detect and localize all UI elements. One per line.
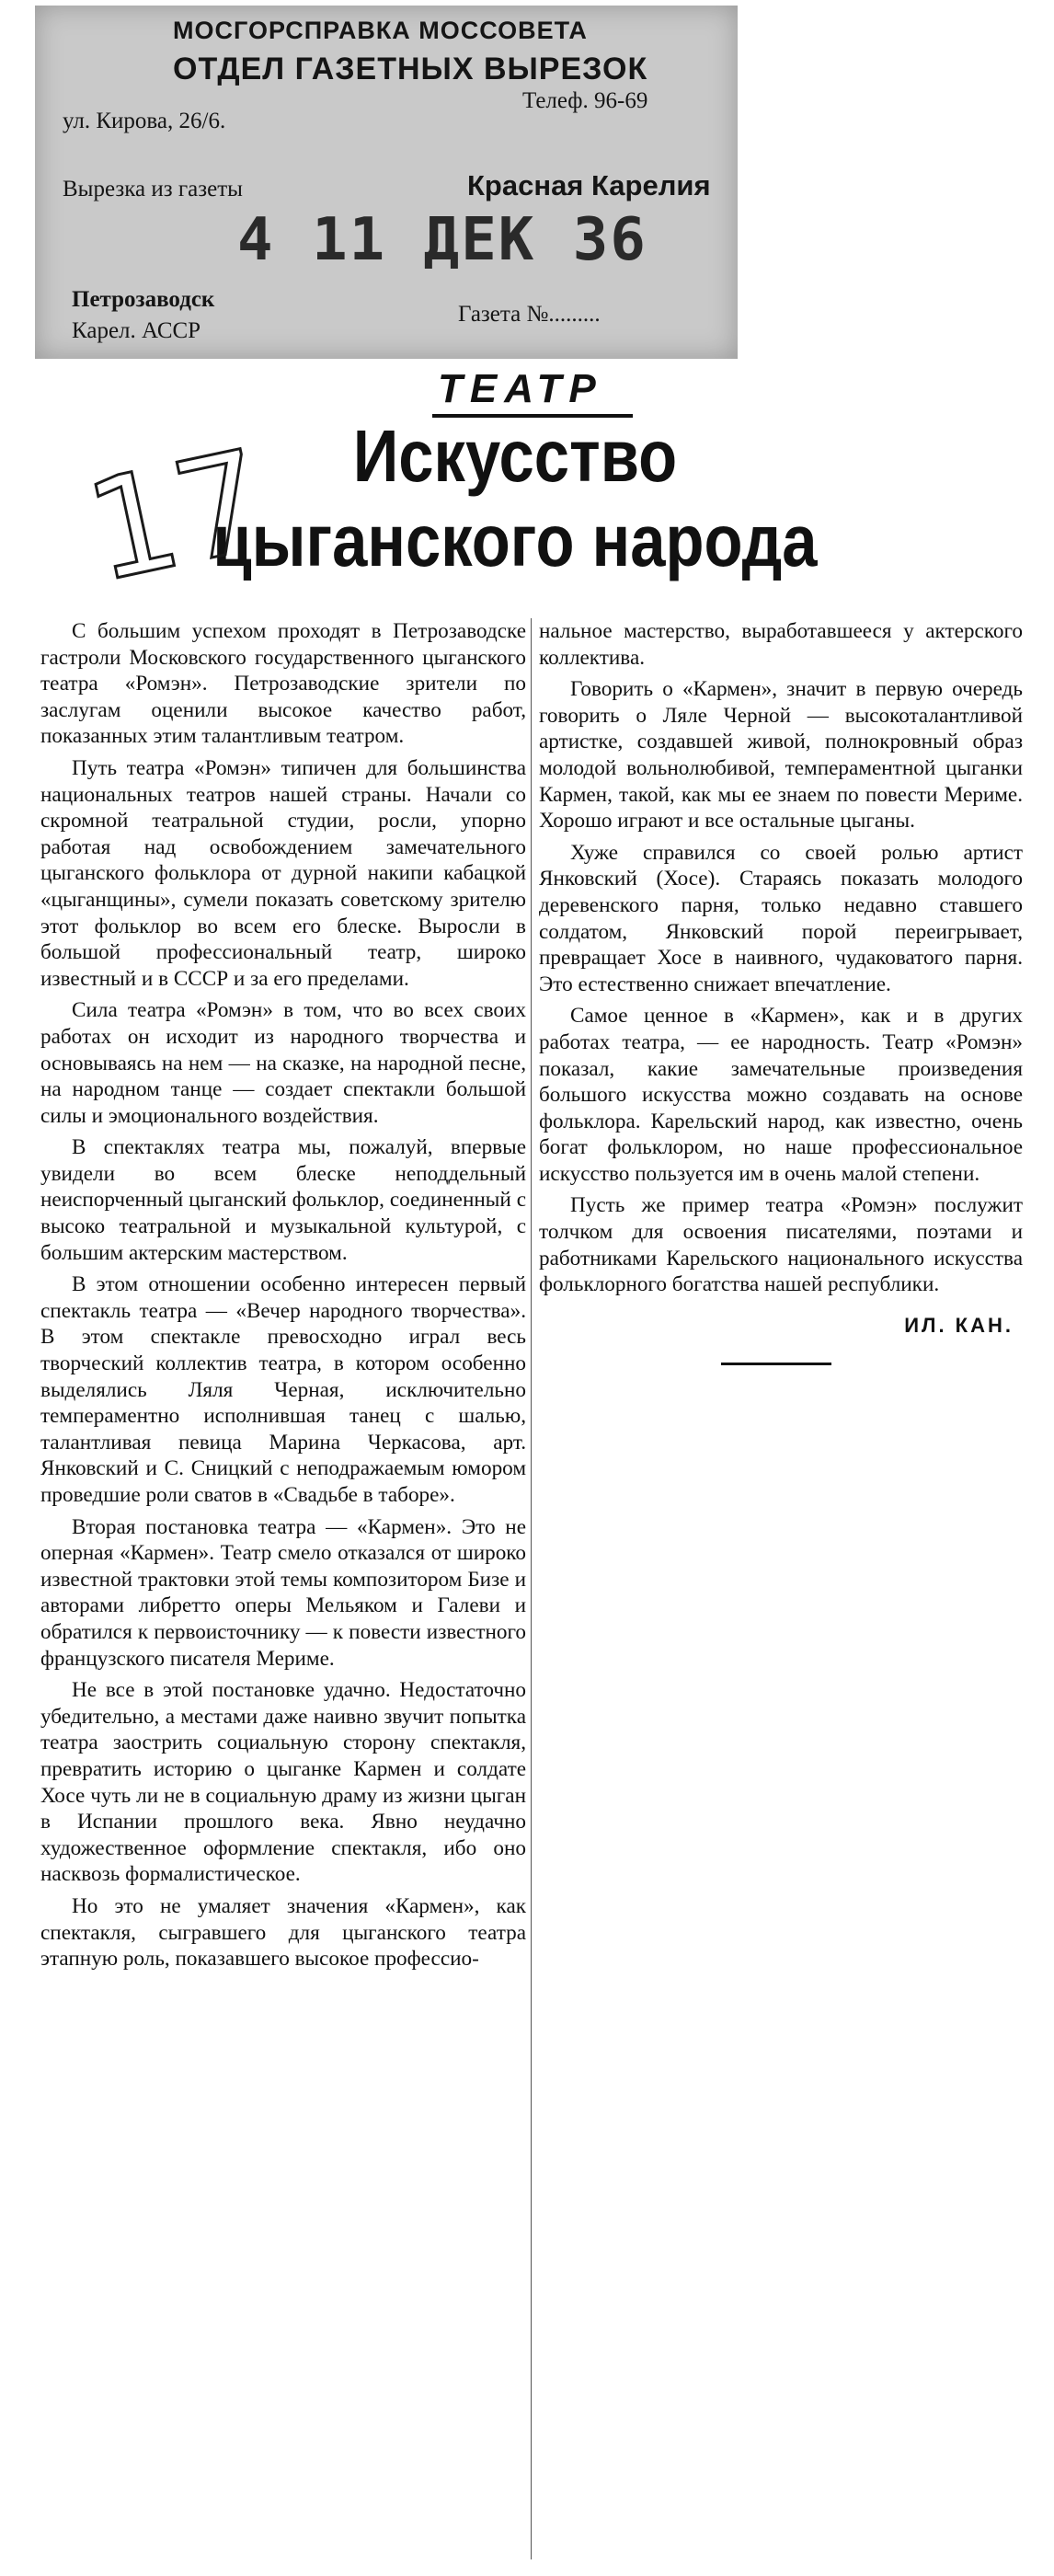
handwritten-number: [74, 420, 280, 635]
paragraph: Путь театра «Ромэн» типичен для большинства национальных театров нашей страны. Начали со скромной театральной студии, росли, упорно работая над освобождением замечательного цыганского фольклора от дурной накипи кабацкой «цыганщины», сумели показать советскому зрителю этот фольклор во всем его блеске. Выросли в большой профессиональный театр, широко известный и в СССР и за его пределами.: [40, 755, 526, 991]
end-rule: [721, 1363, 831, 1365]
city-label: Петрозаводск: [72, 287, 215, 312]
paragraph: В этом отношении особенно интересен первый спектакль театра — «Вечер народного творчества». В этом спектакле превосходно играл весь творческий коллектив театра, в котором особенно выделялись Ляля Черная, исключительно темпераментно исполнившая танец с шалью, талантливая певица Марина Черкасова, арт. Янковский и С. Сницкий с неподражаемым юмором проведшие роли сватов в «Свадьбе в таборе».: [40, 1272, 526, 1507]
date-stamp: 4 11 ДЕК 36: [237, 206, 647, 274]
paragraph: Вторая постановка театра — «Кармен». Это не оперная «Кармен». Театр смело отказался от широко известной трактовки этой темы композитором Бизе и авторами либретто оперы Мельяком и Галеви и обратился к первоисточнику — к повести известного французского писателя Мериме.: [40, 1514, 526, 1671]
gazeta-number-label: Газета №.........: [458, 302, 601, 327]
svg-text:17: 17: [74, 420, 280, 614]
region-label: Карел. АССР: [72, 318, 201, 343]
clipping-from-label: Вырезка из газеты: [63, 177, 243, 201]
bureau-department: ОТДЕЛ ГАЗЕТНЫХ ВЫРЕЗОК: [173, 52, 648, 86]
author-signature: ИЛ. КАН.: [904, 1313, 1014, 1337]
bureau-address: ул. Кирова, 26/6.: [63, 109, 226, 133]
paragraph: Говорить о «Кармен», значит в первую очередь говорить о Ляле Черной — высокоталантливой артистке, создавшей живой, полнокровный образ молодой вольнолюбивой, темпераментной цыганки Кармен, такой, как мы ее знаем по повести Мериме. Хорошо играют и все остальные цыганы.: [539, 677, 1023, 834]
article-column-right: [539, 618, 1023, 1365]
paragraph: С большим успехом проходят в Петрозаводске гастроли Московского государственного цыганского театра «Ромэн». Петрозаводские зрители по заслугам оценили высокое качество работ, показанных этим талантливым театром.: [40, 619, 526, 749]
paragraph: Не все в этой постановке удачно. Недостаточно убедительно, а местами даже наивно звучит попытка театра заострить социальную сторону спектакля, превратить историю о цыганке Кармен и солдате Хосе чуть ли не в социальную драму из жизни цыган в Испании прошлого века. Явно неудачно художественное оформление спектакля, ибо оно насквозь формалистическое.: [40, 1678, 526, 1887]
rubric-title: ТЕАТР: [438, 366, 603, 411]
paragraph: Самое ценное в «Кармен», как и в других работах театра, — ее народность. Театр «Ромэн» показал, какие замечательные произведения большого искусства можно создавать на основе фольклора. Карельский народ, как известно, очень богат фольклором, но наше профессиональное искусство пользуется им в очень малой степени.: [539, 1004, 1023, 1186]
column-divider: [531, 618, 532, 2559]
paragraph: Хуже справился со своей ролью артист Янковский (Хосе). Стараясь показать молодого деревенского парня, только недавно ставшего солдатом, Янковский порой переигрывает, превращает Хосе в наивного, чудаковатого парня. Это естественно снижает впечатление.: [539, 840, 1023, 996]
article-column-left: [40, 618, 526, 2569]
bureau-phone: Телеф. 96-69: [522, 88, 648, 113]
clipping-bureau-label: [35, 6, 738, 359]
paragraph: Но это не умаляет значения «Кармен», как спектакля, сыгравшего для цыганского театра этапную роль, показавшего высокое профессио-: [40, 1893, 526, 1972]
paragraph: Сила театра «Ромэн» в том, что во всех своих работах он исходит из народного творчества и основываясь на нем — на сказке, на народной песне, на народном танце — создает спектакли большой силы и эмоционального воздействия.: [40, 998, 526, 1128]
paragraph: Пусть же пример театра «Ромэн» послужит толчком для освоения писателями, поэтами и работниками Карельского национального искусства фольклорного богатства нашей республики.: [539, 1193, 1023, 1297]
newspaper-name: Красная Карелия: [467, 169, 711, 201]
article-headline: Искусство цыганского народа: [212, 415, 818, 581]
paragraph: нальное мастерство, выработавшееся у актерского коллектива.: [539, 619, 1023, 670]
paragraph: В спектаклях театра мы, пожалуй, впервые увидели во всем блеске неподдельный неиспорченный цыганский фольклор, соединенный с высоко театральной и музыкальной культурой, с большим актерским мастерством.: [40, 1135, 526, 1265]
bureau-org: МОСГОРСПРАВКА МОССОВЕТА: [173, 17, 588, 44]
